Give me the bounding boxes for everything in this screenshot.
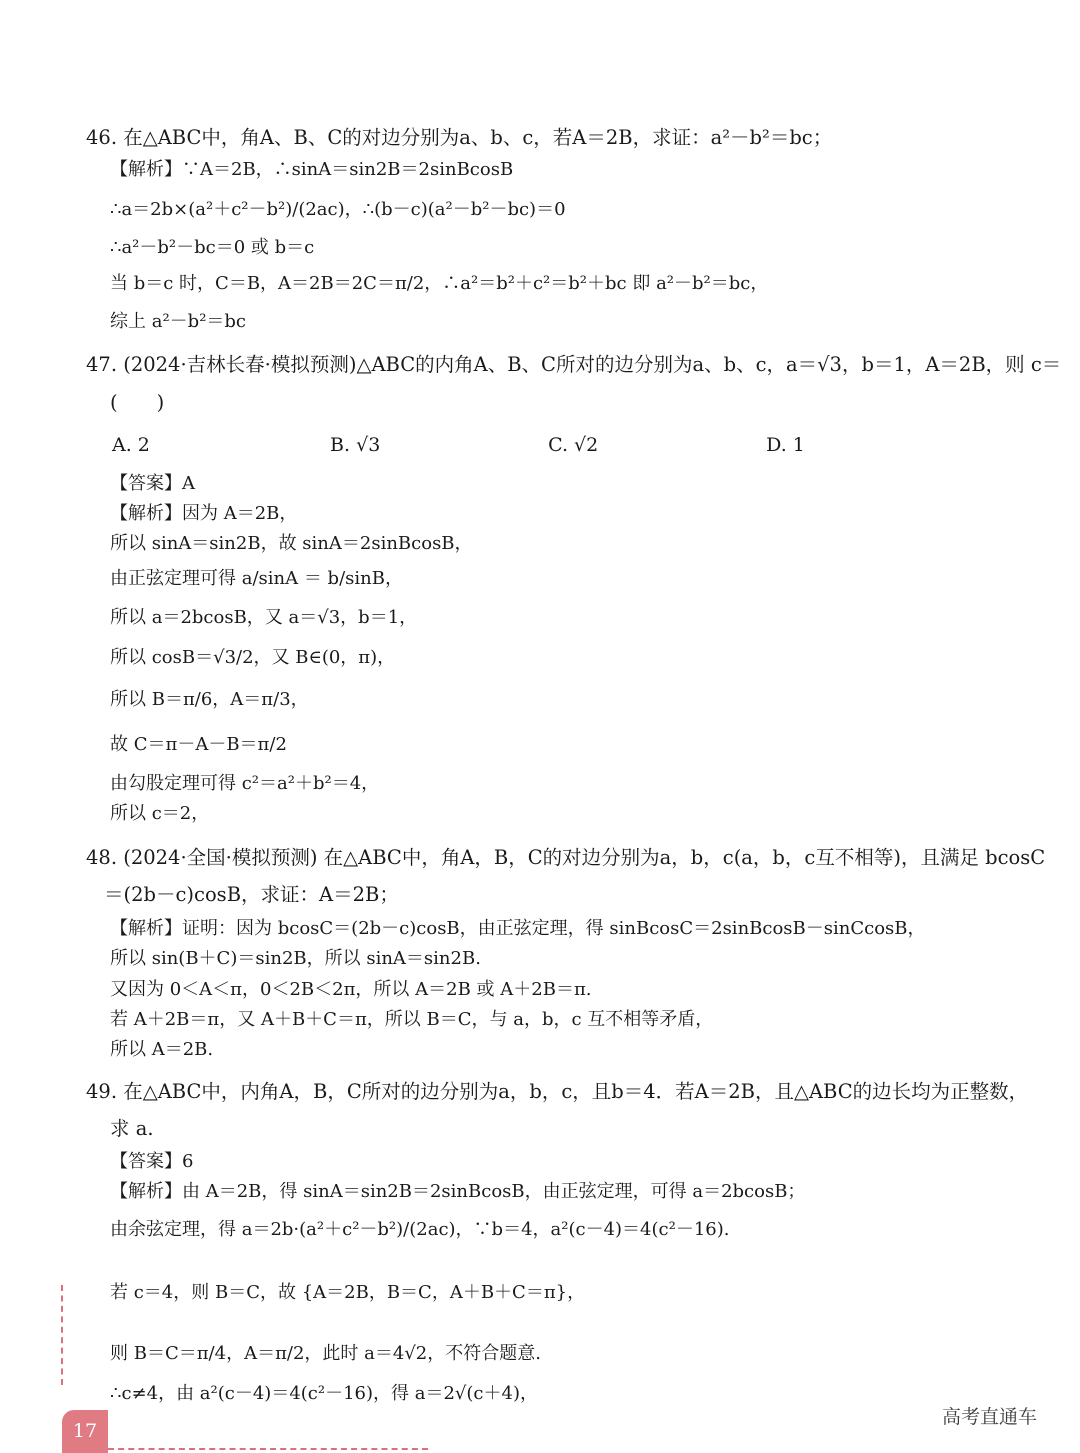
solution-line: 【答案】6 <box>110 1151 194 1172</box>
corner-dash-horizontal <box>108 1448 428 1450</box>
solution-line: 由正弦定理可得 a/sinA ＝ b/sinB， <box>110 568 403 589</box>
corner-dash-vertical <box>61 1285 63 1385</box>
solution-line: 【解析】∵A＝2B，∴sinA＝sin2B＝2sinBcosB <box>110 159 514 180</box>
page-number: 17 <box>62 1410 108 1453</box>
solution-line: 所以 a＝2bcosB，又 a＝√3，b＝1， <box>110 607 418 628</box>
solution-line: 所以 B＝π/6，A＝π/3， <box>110 689 309 710</box>
option-c: C. √2 <box>548 434 599 456</box>
question-line: 47. (2024·吉林长春·模拟预测)△ABC的内角A、B、C所对的边分别为a、b、c，a＝√3，b＝1，A＝2B，则 c＝ <box>86 353 1062 376</box>
solution-line: 当 b＝c 时，C＝B，A＝2B＝2C＝π/2，∴a²＝b²＋c²＝b²＋bc 即 a²－b²＝bc， <box>110 273 769 294</box>
solution-line: 【解析】因为 A＝2B， <box>110 503 298 524</box>
watermark: 高考直通车 <box>942 1406 1038 1428</box>
question-line: 49. 在△ABC中，内角A，B，C所对的边分别为a，b，c，且b＝4．若A＝2B，且△ABC的边长均为正整数， <box>86 1080 1029 1103</box>
solution-line: 所以 cosB＝√3/2，又 B∈(0，π)， <box>110 647 396 668</box>
solution-line: 所以 sinA＝sin2B，故 sinA＝2sinBcosB， <box>110 533 473 554</box>
solution-line: 综上 a²－b²＝bc <box>110 311 247 332</box>
option-a: A. 2 <box>112 434 150 456</box>
solution-line: 【解析】证明：因为 bcosC＝(2b－c)cosB，由正弦定理，得 sinBcosC＝2sinBcosB－sinCcosB， <box>110 918 926 939</box>
solution-line: 所以 sin(B＋C)＝sin2B，所以 sinA＝sin2B. <box>110 948 481 969</box>
question-line: ( ) <box>110 391 165 414</box>
option-b: B. √3 <box>330 434 381 456</box>
solution-line: ∴a²－b²－bc＝0 或 b＝c <box>110 237 315 258</box>
solution-line: 【答案】A <box>110 473 195 494</box>
solution-line: ∴c≠4，由 a²(c－4)＝4(c²－16)，得 a＝2√(c＋4)， <box>110 1383 538 1404</box>
answer-options <box>112 433 978 457</box>
solution-line: 由余弦定理，得 a＝2b·(a²＋c²－b²)/(2ac)，∵b＝4，a²(c－4)＝4(c²－16). <box>110 1219 730 1240</box>
solution-line: 故 C＝π－A－B＝π/2 <box>110 734 287 755</box>
question-line: 求 a. <box>110 1117 154 1140</box>
solution-line: 由勾股定理可得 c²＝a²＋b²＝4， <box>110 773 380 794</box>
solution-line: 【解析】由 A＝2B，得 sinA＝sin2B＝2sinBcosB，由正弦定理，可得 a＝2bcosB； <box>110 1181 806 1202</box>
solution-line: 又因为 0＜A＜π，0＜2B＜2π，所以 A＝2B 或 A＋2B＝π. <box>110 979 592 1000</box>
solution-line: 若 A＋2B＝π，又 A＋B＋C＝π，所以 B＝C，与 a，b，c 互不相等矛盾， <box>110 1009 714 1030</box>
solution-line: ∴a＝2b×(a²＋c²－b²)/(2ac)，∴(b－c)(a²－b²－bc)＝0 <box>110 199 566 220</box>
solution-line: 若 c＝4，则 B＝C，故 {A＝2B，B＝C，A＋B＋C＝π}， <box>110 1282 586 1303</box>
solution-line: 所以 c＝2， <box>110 803 210 824</box>
option-d: D. 1 <box>766 434 805 456</box>
question-line: 46. 在△ABC中，角A、B、C的对边分别为a、b、c，若A＝2B，求证：a²－b²＝bc； <box>86 126 833 149</box>
question-line: ＝(2b－c)cosB，求证：A＝2B； <box>104 883 399 906</box>
solution-line: 所以 A＝2B. <box>110 1039 214 1060</box>
question-line: 48. (2024·全国·模拟预测) 在△ABC中，角A，B，C的对边分别为a，b，c(a，b，c互不相等)，且满足 bcosC <box>86 846 1046 869</box>
solution-line: 则 B＝C＝π/4，A＝π/2，此时 a＝4√2，不符合题意. <box>110 1343 541 1364</box>
